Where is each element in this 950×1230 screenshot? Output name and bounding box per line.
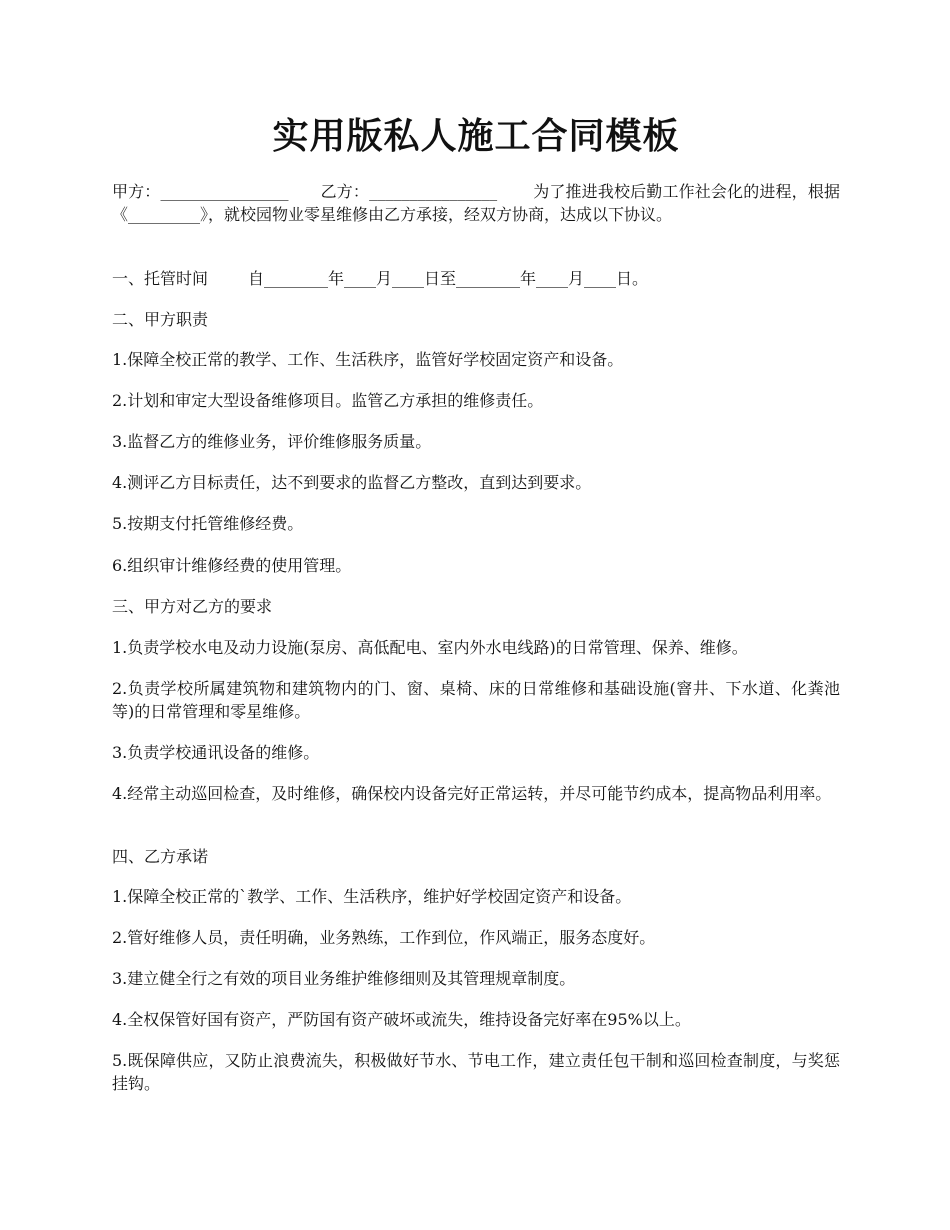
party-a-field: 甲方：________________ xyxy=(112,182,289,201)
clause-r-4: 4.经常主动巡回检查，及时维修，确保校内设备完好正常运转，并尽可能节约成本，提高物品利用率。 xyxy=(112,784,832,803)
clause-a-2: 2.计划和审定大型设备维修项目。监管乙方承担的维修责任。 xyxy=(112,391,544,410)
intro-text: 为了推进我校后勤工作社会化的进程，根据《_________》，就校园物业零星维修由乙方承接，经双方协商，达成以下协议。 xyxy=(112,182,840,224)
document-title: 实用版私人施工合同模板 xyxy=(272,115,680,157)
clause-a-5: 5.按期支付托管维修经费。 xyxy=(112,514,304,533)
clause-b-1: 1.保障全校正常的`教学、工作、生活秩序，维护好学校固定资产和设备。 xyxy=(112,887,632,906)
term-label: 一、托管时间 xyxy=(112,269,209,288)
party-b-field: 乙方：________________ xyxy=(320,182,498,201)
clause-b-4: 4.全权保管好国有资产，严防国有资产破坏或流失，维持设备完好率在95%以上。 xyxy=(112,1010,691,1029)
clause-r-1: 1.负责学校水电及动力设施(泵房、高低配电、室内外水电线路)的日常管理、保养、维修。 xyxy=(112,638,748,657)
clause-a-3: 3.监督乙方的维修业务，评价维修服务质量。 xyxy=(112,432,432,451)
clause-a-4: 4.测评乙方目标责任，达不到要求的监督乙方整改，直到达到要求。 xyxy=(112,473,592,492)
clause-b-3: 3.建立健全行之有效的项目业务维护维修细则及其管理规章制度。 xyxy=(112,969,576,988)
intro-paragraph xyxy=(112,180,840,226)
section-heading-party-b-commitments: 四、乙方承诺 xyxy=(112,847,209,866)
clause-r-3: 3.负责学校通讯设备的维修。 xyxy=(112,743,320,762)
clause-r-2: 2.负责学校所属建筑物和建筑物内的门、窗、桌椅、床的日常维修和基础设施(窨井、下水道、化粪池等)的日常管理和零星维修。 xyxy=(112,679,840,721)
section-heading-party-a-duties: 二、甲方职责 xyxy=(112,310,209,329)
clause-b-5: 5.既保障供应，又防止浪费流失，积极做好节水、节电工作，建立责任包干制和巡回检查制度，与奖惩挂钩。 xyxy=(112,1051,840,1093)
clause-b-2: 2.管好维修人员，责任明确，业务熟练，工作到位，作风端正，服务态度好。 xyxy=(112,928,656,947)
clause-a-6: 6.组织审计维修经费的使用管理。 xyxy=(112,556,352,575)
clause-a-1: 1.保障全校正常的教学、工作、生活秩序，监管好学校固定资产和设备。 xyxy=(112,350,624,369)
term-paragraph xyxy=(112,267,840,290)
section-heading-requirements: 三、甲方对乙方的要求 xyxy=(112,597,273,616)
term-value: 自________年____月____日至________年____月____日。 xyxy=(248,269,649,288)
